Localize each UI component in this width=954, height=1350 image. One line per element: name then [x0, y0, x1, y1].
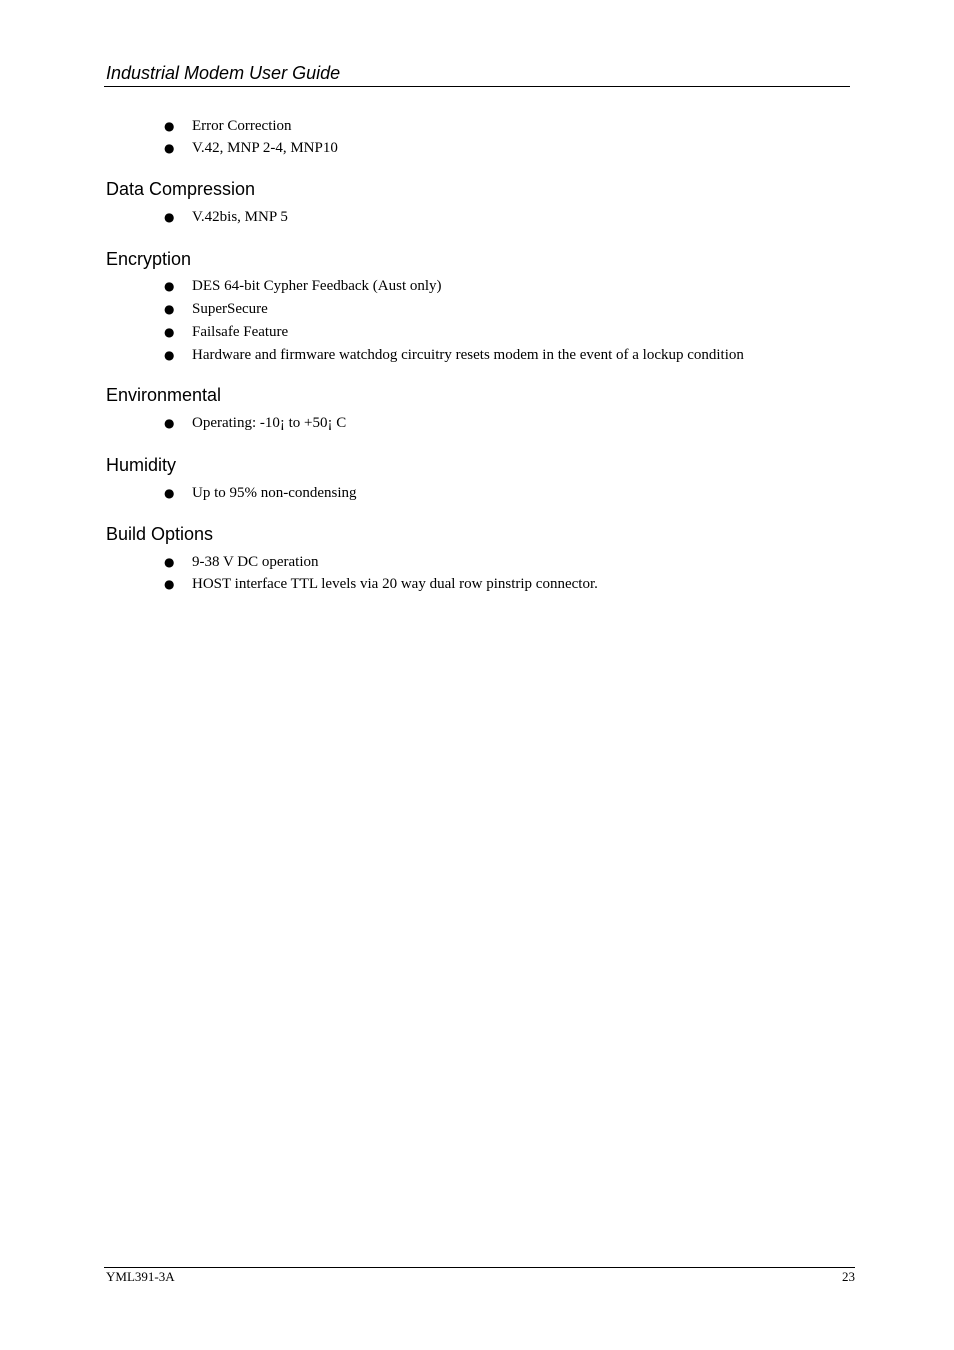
bullet-icon: ● — [164, 119, 175, 133]
bullet-icon: ● — [164, 416, 175, 430]
footer-doc-code: YML391-3A — [106, 1269, 175, 1284]
section-heading-encryption: Encryption — [106, 249, 192, 269]
list-item — [164, 552, 319, 572]
list-item — [164, 207, 288, 227]
header-rule — [104, 86, 850, 87]
bullet-icon: ● — [164, 348, 175, 362]
bullet-icon: ● — [164, 302, 175, 316]
list-item-text: Failsafe Feature — [192, 324, 289, 340]
list-item — [164, 116, 292, 136]
bullet-icon: ● — [164, 577, 175, 591]
section-heading-environmental: Environmental — [106, 385, 222, 405]
list-item — [164, 345, 744, 365]
list-item — [164, 574, 598, 594]
section-heading-humidity: Humidity — [106, 455, 177, 475]
list-item — [164, 483, 357, 503]
list-item-text: Operating: -10¡ to +50¡ C — [192, 415, 347, 431]
list-item-text: V.42bis, MNP 5 — [192, 209, 288, 225]
running-header-title: Industrial Modem User Guide — [106, 63, 341, 83]
footer-page-number: 23 — [842, 1269, 855, 1284]
bullet-icon: ● — [164, 486, 175, 500]
list-item-text: Error Correction — [192, 118, 292, 134]
section-heading-data-compression: Data Compression — [106, 179, 256, 199]
bullet-icon: ● — [164, 325, 175, 339]
list-item — [164, 276, 442, 296]
list-item-text: V.42, MNP 2-4, MNP10 — [192, 140, 338, 156]
bullet-icon: ● — [164, 279, 175, 293]
list-item-text: Hardware and firmware watchdog circuitry resets modem in the event of a lockup condition — [192, 347, 744, 363]
section-heading-build-options: Build Options — [106, 524, 214, 544]
list-item-text: DES 64-bit Cypher Feedback (Aust only) — [192, 278, 442, 294]
footer-rule — [104, 1267, 855, 1268]
list-item-text: Up to 95% non-condensing — [192, 485, 357, 501]
bullet-icon: ● — [164, 141, 175, 155]
bullet-icon: ● — [164, 210, 175, 224]
list-item — [164, 322, 288, 342]
list-item — [164, 138, 338, 158]
list-item-text: SuperSecure — [192, 301, 268, 317]
list-item — [164, 299, 268, 319]
list-item — [164, 413, 346, 433]
bullet-icon: ● — [164, 555, 175, 569]
list-item-text: 9-38 V DC operation — [192, 554, 319, 570]
list-item-text: HOST interface TTL levels via 20 way dual row pinstrip connector. — [192, 576, 598, 592]
